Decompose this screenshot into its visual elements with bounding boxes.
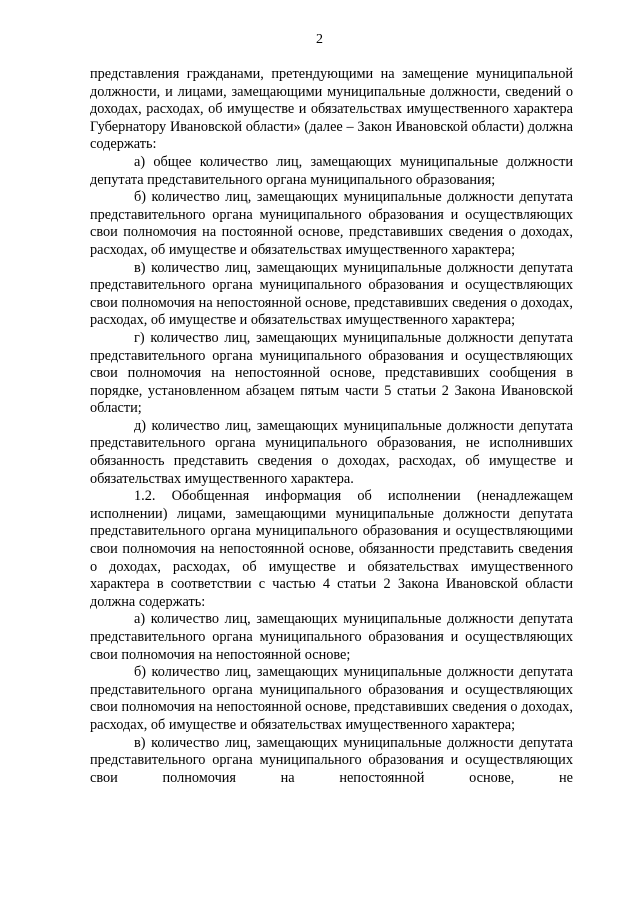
- paragraph: а) общее количество лиц, замещающих муниципальные должности депутата представительного органа муниципального образования;: [90, 153, 573, 188]
- paragraph: б) количество лиц, замещающих муниципальные должности депутата представительного органа муниципального образования и осуществляющих свои полномочия на непостоянной основе, представивших сведения о доходах, расходах, об имуществе и обязательствах имущественного характера;: [90, 664, 573, 733]
- document-body: [90, 66, 573, 787]
- paragraph: а) количество лиц, замещающих муниципальные должности депутата представительного органа муниципального образования и осуществляющих свои полномочия на непостоянной основе;: [90, 611, 573, 663]
- paragraph: б) количество лиц, замещающих муниципальные должности депутата представительного органа муниципального образования и осуществляющих свои полномочия на постоянной основе, представивших сведения о доходах, расходах, об имуществе и обязательствах имущественного характера;: [90, 189, 573, 258]
- paragraph: в) количество лиц, замещающих муниципальные должности депутата представительного органа муниципального образования и осуществляющих свои полномочия на непостоянной основе, не: [90, 734, 573, 786]
- paragraph: д) количество лиц, замещающих муниципальные должности депутата представительного органа муниципального образования, не исполнивших обязанность представить сведения о доходах, расходах, об имуществе и обязательствах имущественного характера.: [90, 417, 573, 487]
- paragraph: 1.2. Обобщенная информация об исполнении (ненадлежащем исполнении) лицами, замещающими муниципальные должности депутата представительного органа муниципального образования и осуществляющими свои полномочия на непостоянной основе, обязанности представить сведения о доходах, расходах, об имуществе и обязательствах имущественного характера в соответствии с частью 4 статьи 2 Закона Ивановской области должна содержать:: [90, 488, 573, 610]
- paragraph: в) количество лиц, замещающих муниципальные должности депутата представительного органа муниципального образования и осуществляющих свои полномочия на непостоянной основе, представивших сведения о доходах, расходах, об имуществе и обязательствах имущественного характера;: [90, 259, 573, 329]
- page-number: 2: [316, 32, 323, 47]
- paragraph: представления гражданами, претендующими на замещение муниципальной должности, и лицами, замещающими муниципальные должности, сведений о доходах, расходах, об имуществе и обязательствах имущественного характера Губернатору Ивановской области» (далее – Закон Ивановской области) должна содержать:: [90, 66, 573, 153]
- paragraph: г) количество лиц, замещающих муниципальные должности депутата представительного органа муниципального образования и осуществляющих свои полномочия на непостоянной основе, представивших сообщения в порядке, установленном абзацем пятым части 5 статьи 2 Закона Ивановской области;: [90, 329, 573, 417]
